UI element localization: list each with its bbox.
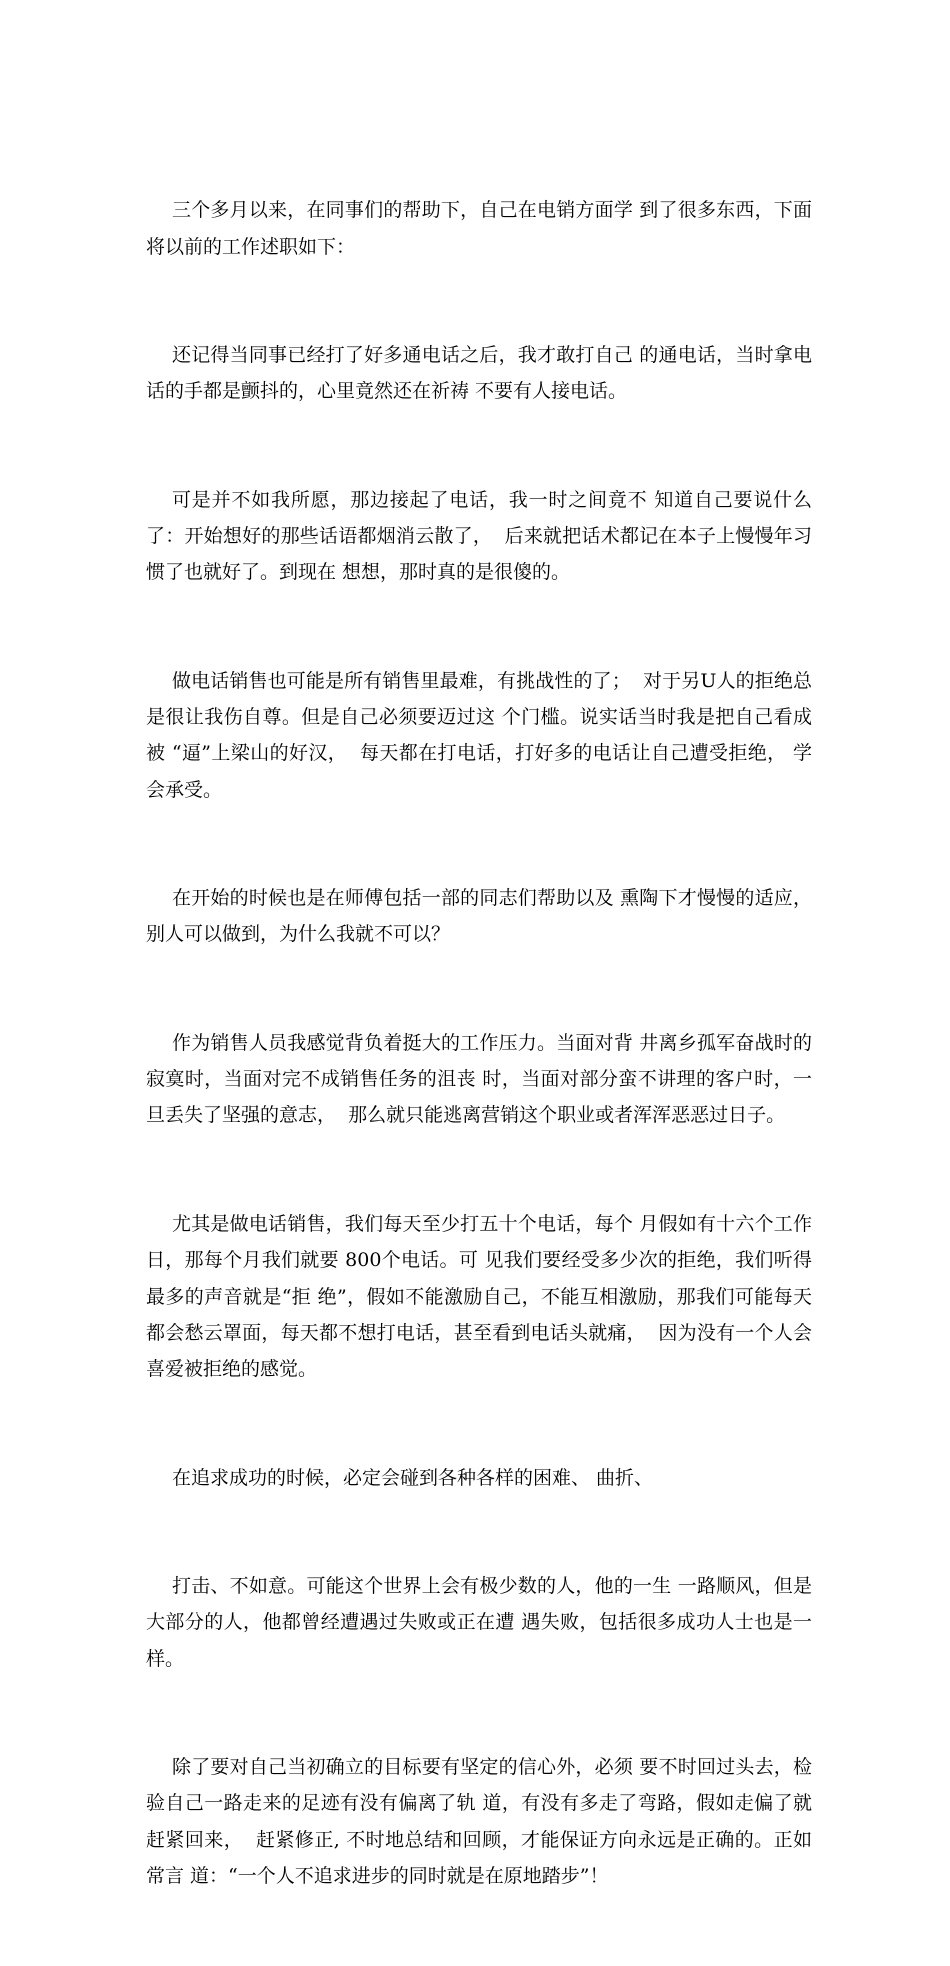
paragraph-3: 可是并不如我所愿，那边接起了电话，我一时之间竟不 知道自己要说什么了：开始想好的那些话语都烟消云散了， 后来就把话术都记在本子上慢慢年习惯了也就好了。到现在 想想，那时真的是很傻的。 (146, 489, 812, 584)
paragraph-1: 三个多月以来，在同事们的帮助下，自己在电销方面学 到了很多东西，下面将以前的工作述职如下： (146, 199, 812, 258)
paragraph-4: 做电话销售也可能是所有销售里最难，有挑战性的了； 对于另U人的拒绝总是很让我伤自尊。但是自己必须要迈过这 个门槛。说实话当时我是把自己看成被 “逼”上梁山的好汉， 每天都在打电话，打好多的电话让自己遭受拒绝， 学会承受。 (146, 670, 812, 801)
document-body (146, 120, 819, 1966)
paragraph-8: 在追求成功的时候，必定会碰到各种各样的困难、 曲折、 (172, 1466, 654, 1489)
paragraph-7: 尤其是做电话销售，我们每天至少打五十个电话，每个 月假如有十六个工作日，那每个月我们就要 800个电话。可 见我们要经受多少次的拒绝，我们听得最多的声音就是“拒 绝”，假如不能激励自己，不能互相激励，那我们可能每天 都会愁云罩面，每天都不想打电话，甚至看到电话头就痛， 因为没有一个人会喜爱被拒绝的感觉。 (146, 1213, 819, 1380)
paragraph-2: 还记得当同事已经打了好多通电话之后，我才敢打自己 的通电话，当时拿电话的手都是颤抖的，心里竟然还在祈祷 不要有人接电话。 (146, 344, 812, 403)
paragraph-10: 除了要对自己当初确立的目标要有坚定的信心外，必须 要不时回过头去，检验自己一路走来的足迹有没有偏离了轨 道，有没有多走了弯路，假如走偏了就赶紧回来， 赶紧修正, 不时地总结和回顾，才能保证方向永远是正确的。正如常言 道：“一个人不追求进步的同时就是在原地踏步”！ (146, 1756, 812, 1887)
paragraph-5: 在开始的时候也是在师傅包括一部的同志们帮助以及 熏陶下才慢慢的适应，别人可以做到，为什么我就不可以？ (146, 887, 812, 946)
paragraph-9: 打击、不如意。可能这个世界上会有极少数的人，他的一生 一路顺风，但是大部分的人，他都曾经遭遇过失败或正在遭 遇失败，包括很多成功人士也是一样。 (146, 1575, 812, 1670)
paragraph-6: 作为销售人员我感觉背负着挺大的工作压力。当面对背 井离乡孤军奋战时的寂寞时，当面对完不成销售任务的沮丧 时，当面对部分蛮不讲理的客户时，一旦丢失了坚强的意志， 那么就只能逃离营销这个职业或者浑浑恶恶过日子。 (146, 1032, 812, 1127)
